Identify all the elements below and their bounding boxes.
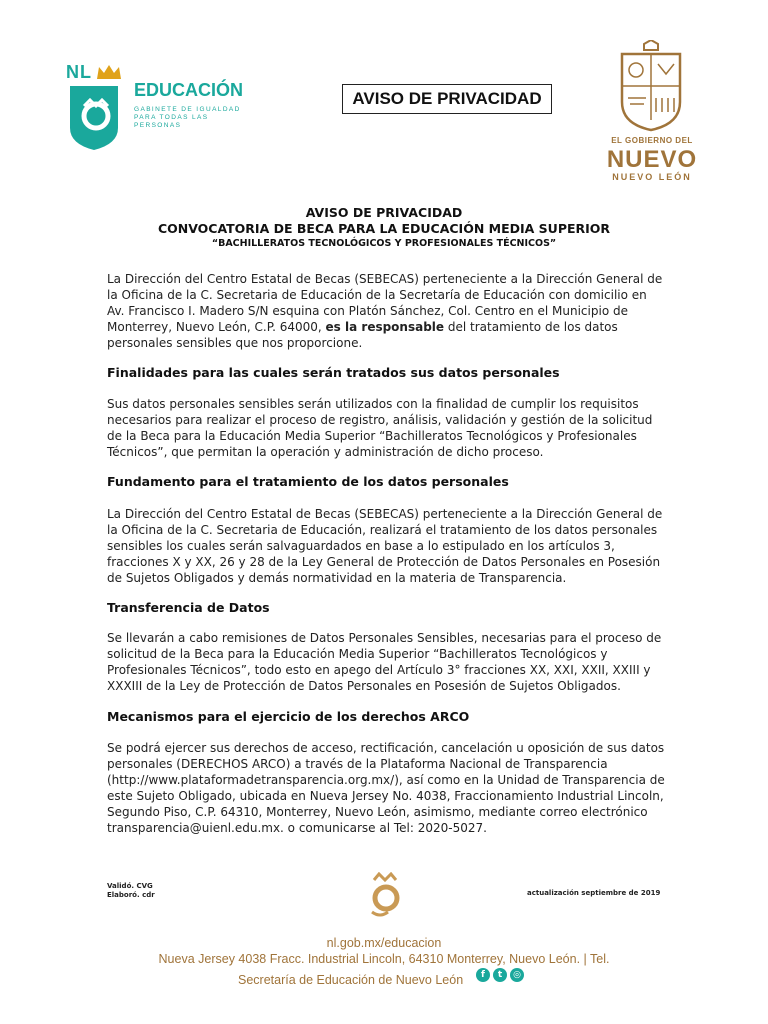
section-body-purposes: Sus datos personales sensibles serán utilizados con la finalidad de cumplir los requisitos necesarios para realizar el proceso de registro, análisis, validación y gestión de la solicitud de la Beca para la Educación Media Superior “Bachilleratos Tecnológicos y Profesionales Técnicos”, que permitan la operación y administración de dicho proceso.: [107, 397, 653, 459]
section-title-data-transfer: Transferencia de Datos: [107, 600, 270, 615]
intro-text-a: La Dirección del Centro Estatal de Becas (SEBECAS) perteneciente a la Dirección General de la Oficina de la C. Secretaria de Educación de la Secretaría de Educación con domicilio en Av. Francisco I. Madero S/N esquina con Platón Sánchez, Col. Centro en el Municipio de Monterrey, Nuevo León, C.P. 64000,: [107, 272, 663, 334]
twitter-icon[interactable]: t: [493, 968, 507, 982]
education-subtitle-line-1: GABINETE DE IGUALDAD: [134, 106, 241, 113]
section-body-data-transfer: Se llevarán a cabo remisiones de Datos Personales Sensibles, necesarias para el proceso de solicitud de la Beca para la Educación Media Superior “Bachilleratos Tecnológicos y Profesionales Técnicos”, todo esto en apego del Artículo 3° fracciones XX, XXI, XXII, XXIII y XXXIII de la Ley de Protección de Datos Personales en Posesión de Sujetos Obligados.: [107, 631, 662, 693]
education-logo: [66, 62, 246, 154]
signoff-block: [107, 882, 155, 900]
coat-of-arms-icon: [618, 40, 684, 132]
intro-paragraph: [107, 271, 667, 351]
privacy-notice-title-box: AVISO DE PRIVACIDAD: [342, 84, 552, 114]
section-title-arco-rights: Mecanismos para el ejercicio de los derechos ARCO: [107, 709, 470, 724]
footer-emblem-icon: [366, 872, 404, 920]
government-state: NUEVO LEÓN: [612, 172, 692, 182]
document-program-name: “BACHILLERATOS TECNOLÓGICOS Y PROFESIONALES TÉCNICOS”: [211, 238, 557, 249]
footer-url[interactable]: nl.gob.mx/educacion: [326, 936, 442, 950]
update-date: actualización septiembre de 2019: [527, 889, 661, 897]
validated-by: Validó. CVG: [107, 882, 153, 890]
shield-icon: [66, 84, 122, 152]
intro-text-b: del tratamiento de los datos personales sensibles que nos proporcione.: [107, 320, 618, 350]
section-title-purposes: Finalidades para las cuales serán tratados sus datos personales: [107, 365, 560, 380]
section-title-legal-basis: Fundamento para el tratamiento de los datos personales: [107, 474, 509, 489]
government-name: NUEVO: [606, 146, 698, 173]
facebook-icon[interactable]: f: [476, 968, 490, 982]
social-links: [476, 968, 524, 982]
instagram-icon[interactable]: ◎: [510, 968, 524, 982]
section-body-arco-rights: Se podrá ejercer sus derechos de acceso, rectificación, cancelación u oposición de sus datos personales (DERECHOS ARCO) a través de la Plataforma Nacional de Transparencia (http://www.plataformadetransparencia.org.mx/), así como en la Unidad de Transparencia de este Sujeto Obligado, ubicada en Nueva Jersey No. 4038, Fraccionamiento Industrial Lincoln, Segundo Piso, C.P. 64310, Monterrey, Nuevo León, asimismo, mediante correo electrónico transparencia@uienl.edu.mx. o comunicarse al Tel: 2020-5027.: [107, 741, 665, 835]
intro-text-bold: es la responsable: [325, 320, 445, 334]
document-subheading: CONVOCATORIA DE BECA PARA LA EDUCACIÓN MEDIA SUPERIOR: [157, 221, 611, 236]
section-body-legal-basis: La Dirección del Centro Estatal de Becas (SEBECAS) perteneciente a la Dirección General de la Oficina de la C. Secretaria de Educación, realizará el tratamiento de los datos personales sensibles los cuales serán salvaguardados en base a lo estipulado en los artículos 3, fracciones X y XX, 26 y 28 de la Ley General de Protección de Datos Personales en Posesión de Sujetos Obligados y demás normatividad en la materia de Transparencia.: [107, 507, 663, 585]
document-heading: AVISO DE PRIVACIDAD: [305, 205, 463, 220]
footer-address: Nueva Jersey 4038 Fracc. Industrial Lincoln, 64310 Monterrey, Nuevo León. | Tel.: [158, 952, 610, 966]
crown-icon: [96, 64, 122, 80]
government-label: EL GOBIERNO DEL: [611, 136, 693, 145]
footer-secretariat: Secretaría de Educación de Nuevo León: [238, 973, 464, 987]
government-logo: [596, 40, 708, 182]
nl-mark: NL: [66, 62, 92, 82]
education-subtitle-line-2: PARA TODAS LAS PERSONAS: [134, 114, 209, 129]
education-title: EDUCACIÓN: [134, 80, 244, 100]
prepared-by: Elaboró. cdr: [107, 891, 155, 899]
education-subtitle: [134, 106, 246, 130]
